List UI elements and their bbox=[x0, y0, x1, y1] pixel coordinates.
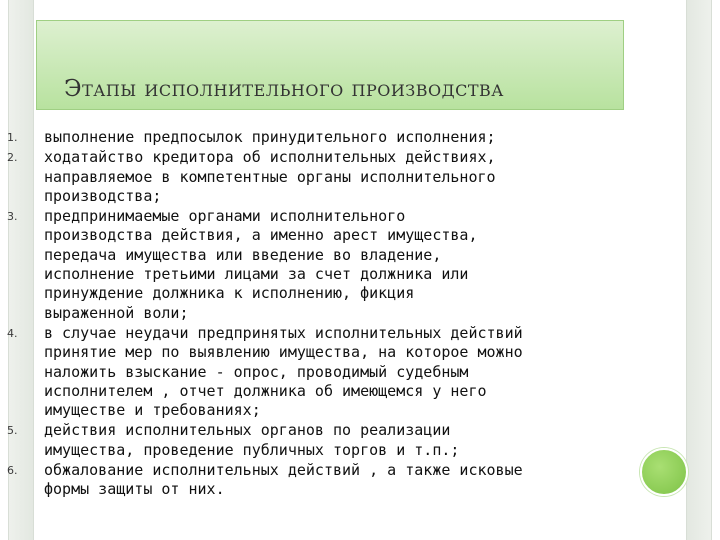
list-item-number: 4. bbox=[7, 326, 18, 340]
decorative-circle bbox=[640, 448, 688, 496]
stages-list bbox=[0, 128, 640, 501]
list-item-text: ходатайство кредитора об исполнительных действиях, направляемое в компетентные органы исполнительного производства; bbox=[44, 148, 496, 205]
list-item-number: 3. bbox=[7, 210, 18, 224]
list-item bbox=[0, 461, 640, 500]
list-item-number: 5. bbox=[7, 424, 18, 438]
list-item bbox=[0, 148, 640, 206]
list-item-text: выполнение предпосылок принудительного исполнения; bbox=[44, 128, 496, 146]
list-item bbox=[0, 207, 640, 323]
list-item-text: обжалование исполнительных действий , а также исковые формы защиты от них. bbox=[44, 461, 523, 499]
list-item bbox=[0, 324, 640, 420]
list-item-text: в случае неудачи предпринятых исполнительных действий принятие мер по выявлению имущества, на которое можно наложить взыскание - опрос, проводимый судебным исполнителем , отчет должника об имеющемся у него имуществе и требованиях; bbox=[44, 323, 523, 420]
list-item-text: предпринимаемые органами исполнительного производства действия, а именно арест имущества, передача имущества или введение во владение, исполнение третьими лицами за счет должника или принуждение должника к исполнению, фикция выраженной воли; bbox=[44, 207, 478, 322]
list-item bbox=[0, 421, 640, 460]
list-item-text: действия исполнительных органов по реализации имущества, проведение публичных торгов и т.п.; bbox=[44, 421, 460, 459]
list-item-number: 6. bbox=[7, 464, 18, 478]
list-item-number: 2. bbox=[7, 151, 18, 165]
right-decorative-bar bbox=[686, 0, 712, 540]
slide-title: Этапы исполнительного производства bbox=[64, 76, 504, 102]
list-item-number: 1. bbox=[7, 131, 18, 144]
list-item bbox=[0, 128, 640, 147]
